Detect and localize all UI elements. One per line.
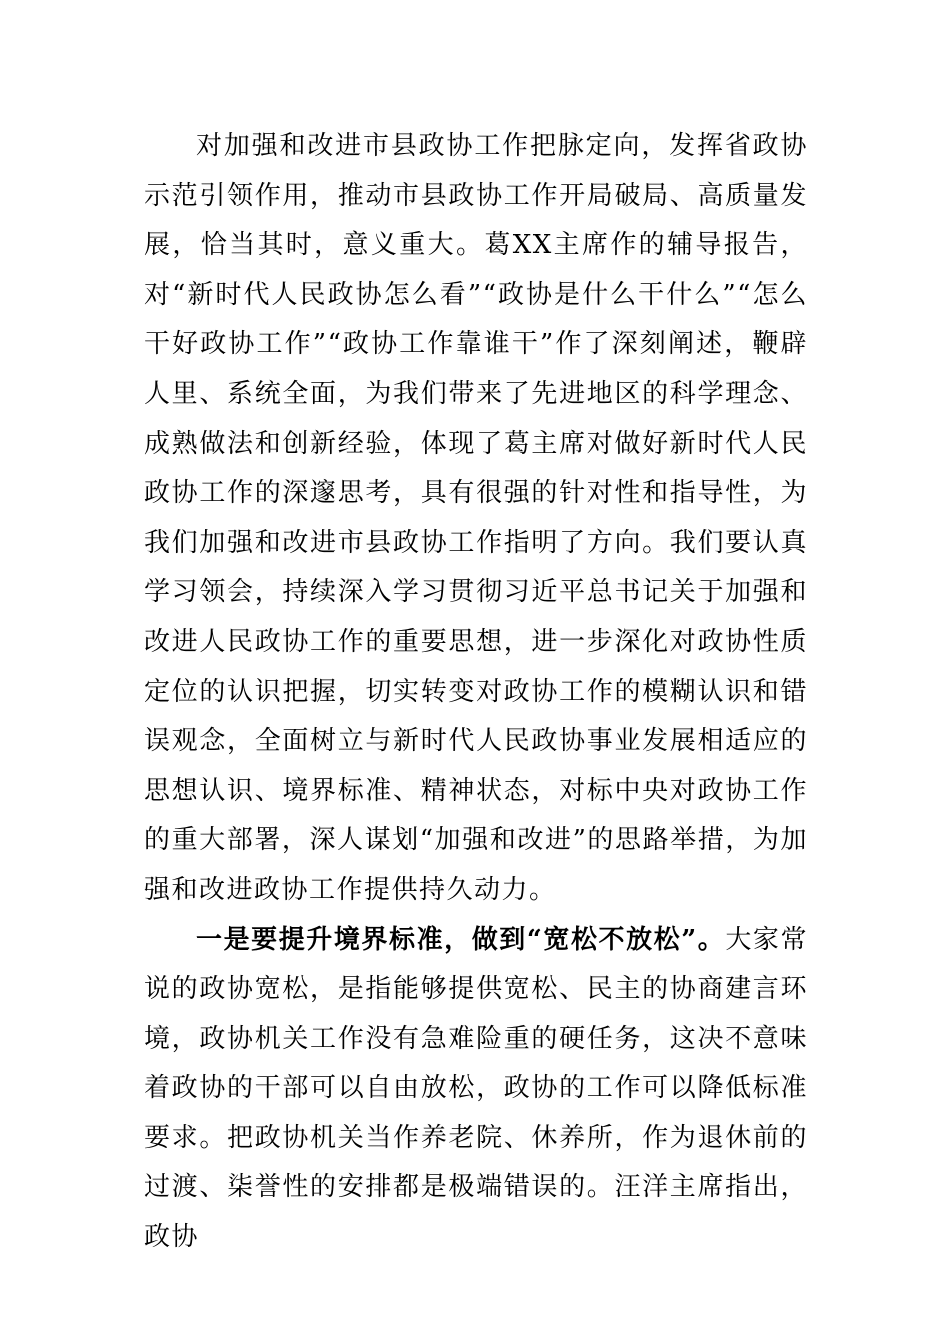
document-body (144, 122, 808, 1263)
paragraph-point-one-body: 大家常说的政协宽松，是指能够提供宽松、民主的协商建言环境，政协机关工作没有急难险重的硬任务，这决不意味着政协的干部可以自由放松，政协的工作可以降低标准要求。把政协机关当作养老院、休养所，作为退休前的过渡、柒誉性的安排都是极端错误的。汪洋主席指出，政协 (144, 924, 808, 1253)
paragraph-point-one-heading: 一是要提升境界标准，做到“宽松不放松”。 (196, 924, 726, 955)
paragraph-point-one (144, 916, 808, 1263)
paragraph-intro: 对加强和改进市县政协工作把脉定向，发挥省政协示范引领作用，推动市县政协工作开局破局、高质量发展，恰当其时，意义重大。葛XX主席作的辅导报告，对“新时代人民政协怎么看”“政协是什么干什么”“怎么干好政协工作”“政协工作靠谁干”作了深刻阐述，鞭辟人里、系统全面，为我们带来了先进地区的科学理念、成熟做法和创新经验，体现了葛主席对做好新时代人民政协工作的深邃思考，具有很强的针对性和指导性，为我们加强和改进市县政协工作指明了方向。我们要认真学习领会，持续深入学习贯彻习近平总书记关于加强和改进人民政协工作的重要思想，进一步深化对政协性质定位的认识把握，切实转变对政协工作的模糊认识和错误观念，全面树立与新时代人民政协事业发展相适应的思想认识、境界标准、精神状态，对标中央对政协工作的重大部署，深人谋划“加强和改进”的思路举措，为加强和改进政协工作提供持久动力。 (144, 131, 808, 905)
